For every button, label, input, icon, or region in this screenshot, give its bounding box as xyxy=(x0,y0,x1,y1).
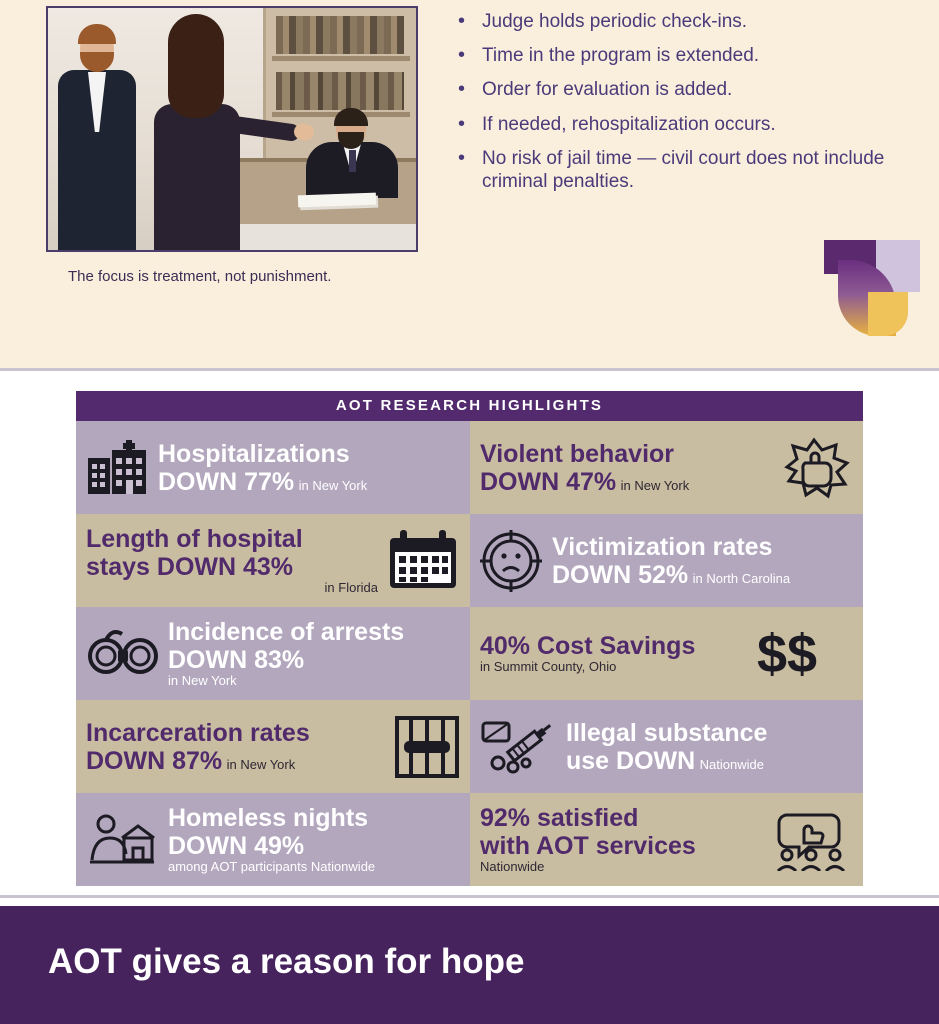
slide-aot-research-highlights xyxy=(0,368,939,898)
bullet-item: • Judge holds periodic check-ins. xyxy=(452,10,904,33)
dollar-signs-icon xyxy=(757,624,853,684)
banner-title: AOT gives a reason for hope xyxy=(48,942,525,981)
thumbs-up-group-icon xyxy=(771,809,853,871)
stat-text xyxy=(86,525,378,596)
stat-line2: stays DOWN 43% xyxy=(86,553,294,582)
stat-note: in Summit County, Ohio xyxy=(480,659,617,675)
stat-line2: DOWN 47% xyxy=(480,467,617,496)
stat-line2: use DOWN xyxy=(566,746,696,775)
stat-text xyxy=(566,719,853,775)
stat-cell-violent-behavior xyxy=(470,421,863,514)
stat-line2: DOWN 49% xyxy=(168,832,305,861)
stat-line1: Incarceration rates xyxy=(86,718,310,747)
stat-cell-incarceration xyxy=(76,700,470,793)
stat-line2: DOWN 52% xyxy=(552,560,689,589)
stat-line2: DOWN 77% xyxy=(158,467,295,496)
slide-treatment-not-punishment xyxy=(0,0,939,368)
stat-line1: Violent behavior xyxy=(480,439,675,468)
stat-line2-row xyxy=(480,468,773,496)
attorney-female-hair xyxy=(168,14,224,118)
stat-note: in New York xyxy=(168,673,237,689)
stat-text xyxy=(168,804,460,875)
bullet-item: • Order for evaluation is added. xyxy=(452,78,904,101)
infographic xyxy=(76,391,863,886)
stat-cell-homeless-nights xyxy=(76,793,470,886)
logo-gold xyxy=(868,292,908,336)
attorney-male-figure xyxy=(58,22,136,252)
stat-line1: Hospitalizations xyxy=(158,439,350,468)
homeless-person-icon xyxy=(86,810,158,870)
bullet-item: • No risk of jail time — civil court does not include criminal penalties. xyxy=(452,147,904,193)
stat-line1: Incidence of arrests xyxy=(168,618,405,647)
stat-text xyxy=(86,719,386,775)
attorney-female-figure xyxy=(144,12,252,252)
fist-icon xyxy=(781,437,853,499)
stat-note: in New York xyxy=(298,477,368,493)
stat-note: Nationwide xyxy=(480,859,545,875)
bullet-item: • Time in the program is extended. xyxy=(452,44,904,67)
bullet-list xyxy=(452,10,904,204)
stat-cell-hospitalizations xyxy=(76,421,470,514)
hospital-icon xyxy=(86,440,148,496)
stat-text xyxy=(158,440,460,496)
brand-logo-icon xyxy=(824,240,920,336)
stat-note: in New York xyxy=(226,756,296,772)
stat-note: in North Carolina xyxy=(692,570,791,586)
stat-line2: DOWN 87% xyxy=(86,746,223,775)
slide-closing-banner xyxy=(0,906,939,1024)
stat-line1: 92% satisfied xyxy=(480,804,639,833)
infographic-title: AOT RESEARCH HIGHLIGHTS xyxy=(76,391,863,421)
target-face-icon xyxy=(480,530,542,592)
stat-cell-cost-savings xyxy=(470,607,863,700)
infographic-grid xyxy=(76,421,863,886)
stat-line1: Length of hospital xyxy=(86,525,303,554)
stat-note: in New York xyxy=(620,477,690,493)
books-row-bottom xyxy=(276,72,404,110)
stat-cell-victimization xyxy=(470,514,863,607)
stat-line2: with AOT services xyxy=(480,832,696,861)
stat-line1: Victimization rates xyxy=(552,532,773,561)
stat-line1: Illegal substance xyxy=(566,718,768,747)
judge-tie xyxy=(349,150,356,172)
stat-note: in Florida xyxy=(324,580,378,596)
stat-text xyxy=(480,440,773,496)
stat-text xyxy=(480,804,763,875)
stat-cell-arrests xyxy=(76,607,470,700)
svg-text:$$: $$ xyxy=(757,623,818,684)
stat-cell-substance-use xyxy=(470,700,863,793)
stat-line1: Homeless nights xyxy=(168,804,369,833)
calendar-icon xyxy=(386,530,460,592)
books-row-top xyxy=(276,16,404,54)
stat-line2-row xyxy=(86,747,386,775)
stat-text xyxy=(480,632,749,675)
stat-cell-length-of-stay xyxy=(76,514,470,607)
stat-text xyxy=(168,618,460,689)
stat-line1: 40% Cost Savings xyxy=(480,632,696,661)
bullet-item: • If needed, rehospitalization occurs. xyxy=(452,113,904,136)
stat-line2-row xyxy=(158,468,460,496)
stat-line2-row xyxy=(552,561,853,589)
stat-text xyxy=(552,533,853,589)
stat-note: among AOT participants Nationwide xyxy=(168,859,376,875)
courtroom-photo xyxy=(46,6,418,252)
stat-line2: DOWN 83% xyxy=(168,646,305,675)
jail-bars-icon xyxy=(394,715,460,779)
stat-note: Nationwide xyxy=(699,756,764,772)
photo-caption: The focus is treatment, not punishment. xyxy=(68,268,332,285)
stat-cell-satisfaction xyxy=(470,793,863,886)
attorney-male-hair xyxy=(78,24,116,44)
handcuffs-icon xyxy=(86,626,158,682)
attorney-male-beard xyxy=(80,52,114,72)
syringe-pills-icon xyxy=(480,719,556,775)
stat-line2-row xyxy=(566,747,853,775)
